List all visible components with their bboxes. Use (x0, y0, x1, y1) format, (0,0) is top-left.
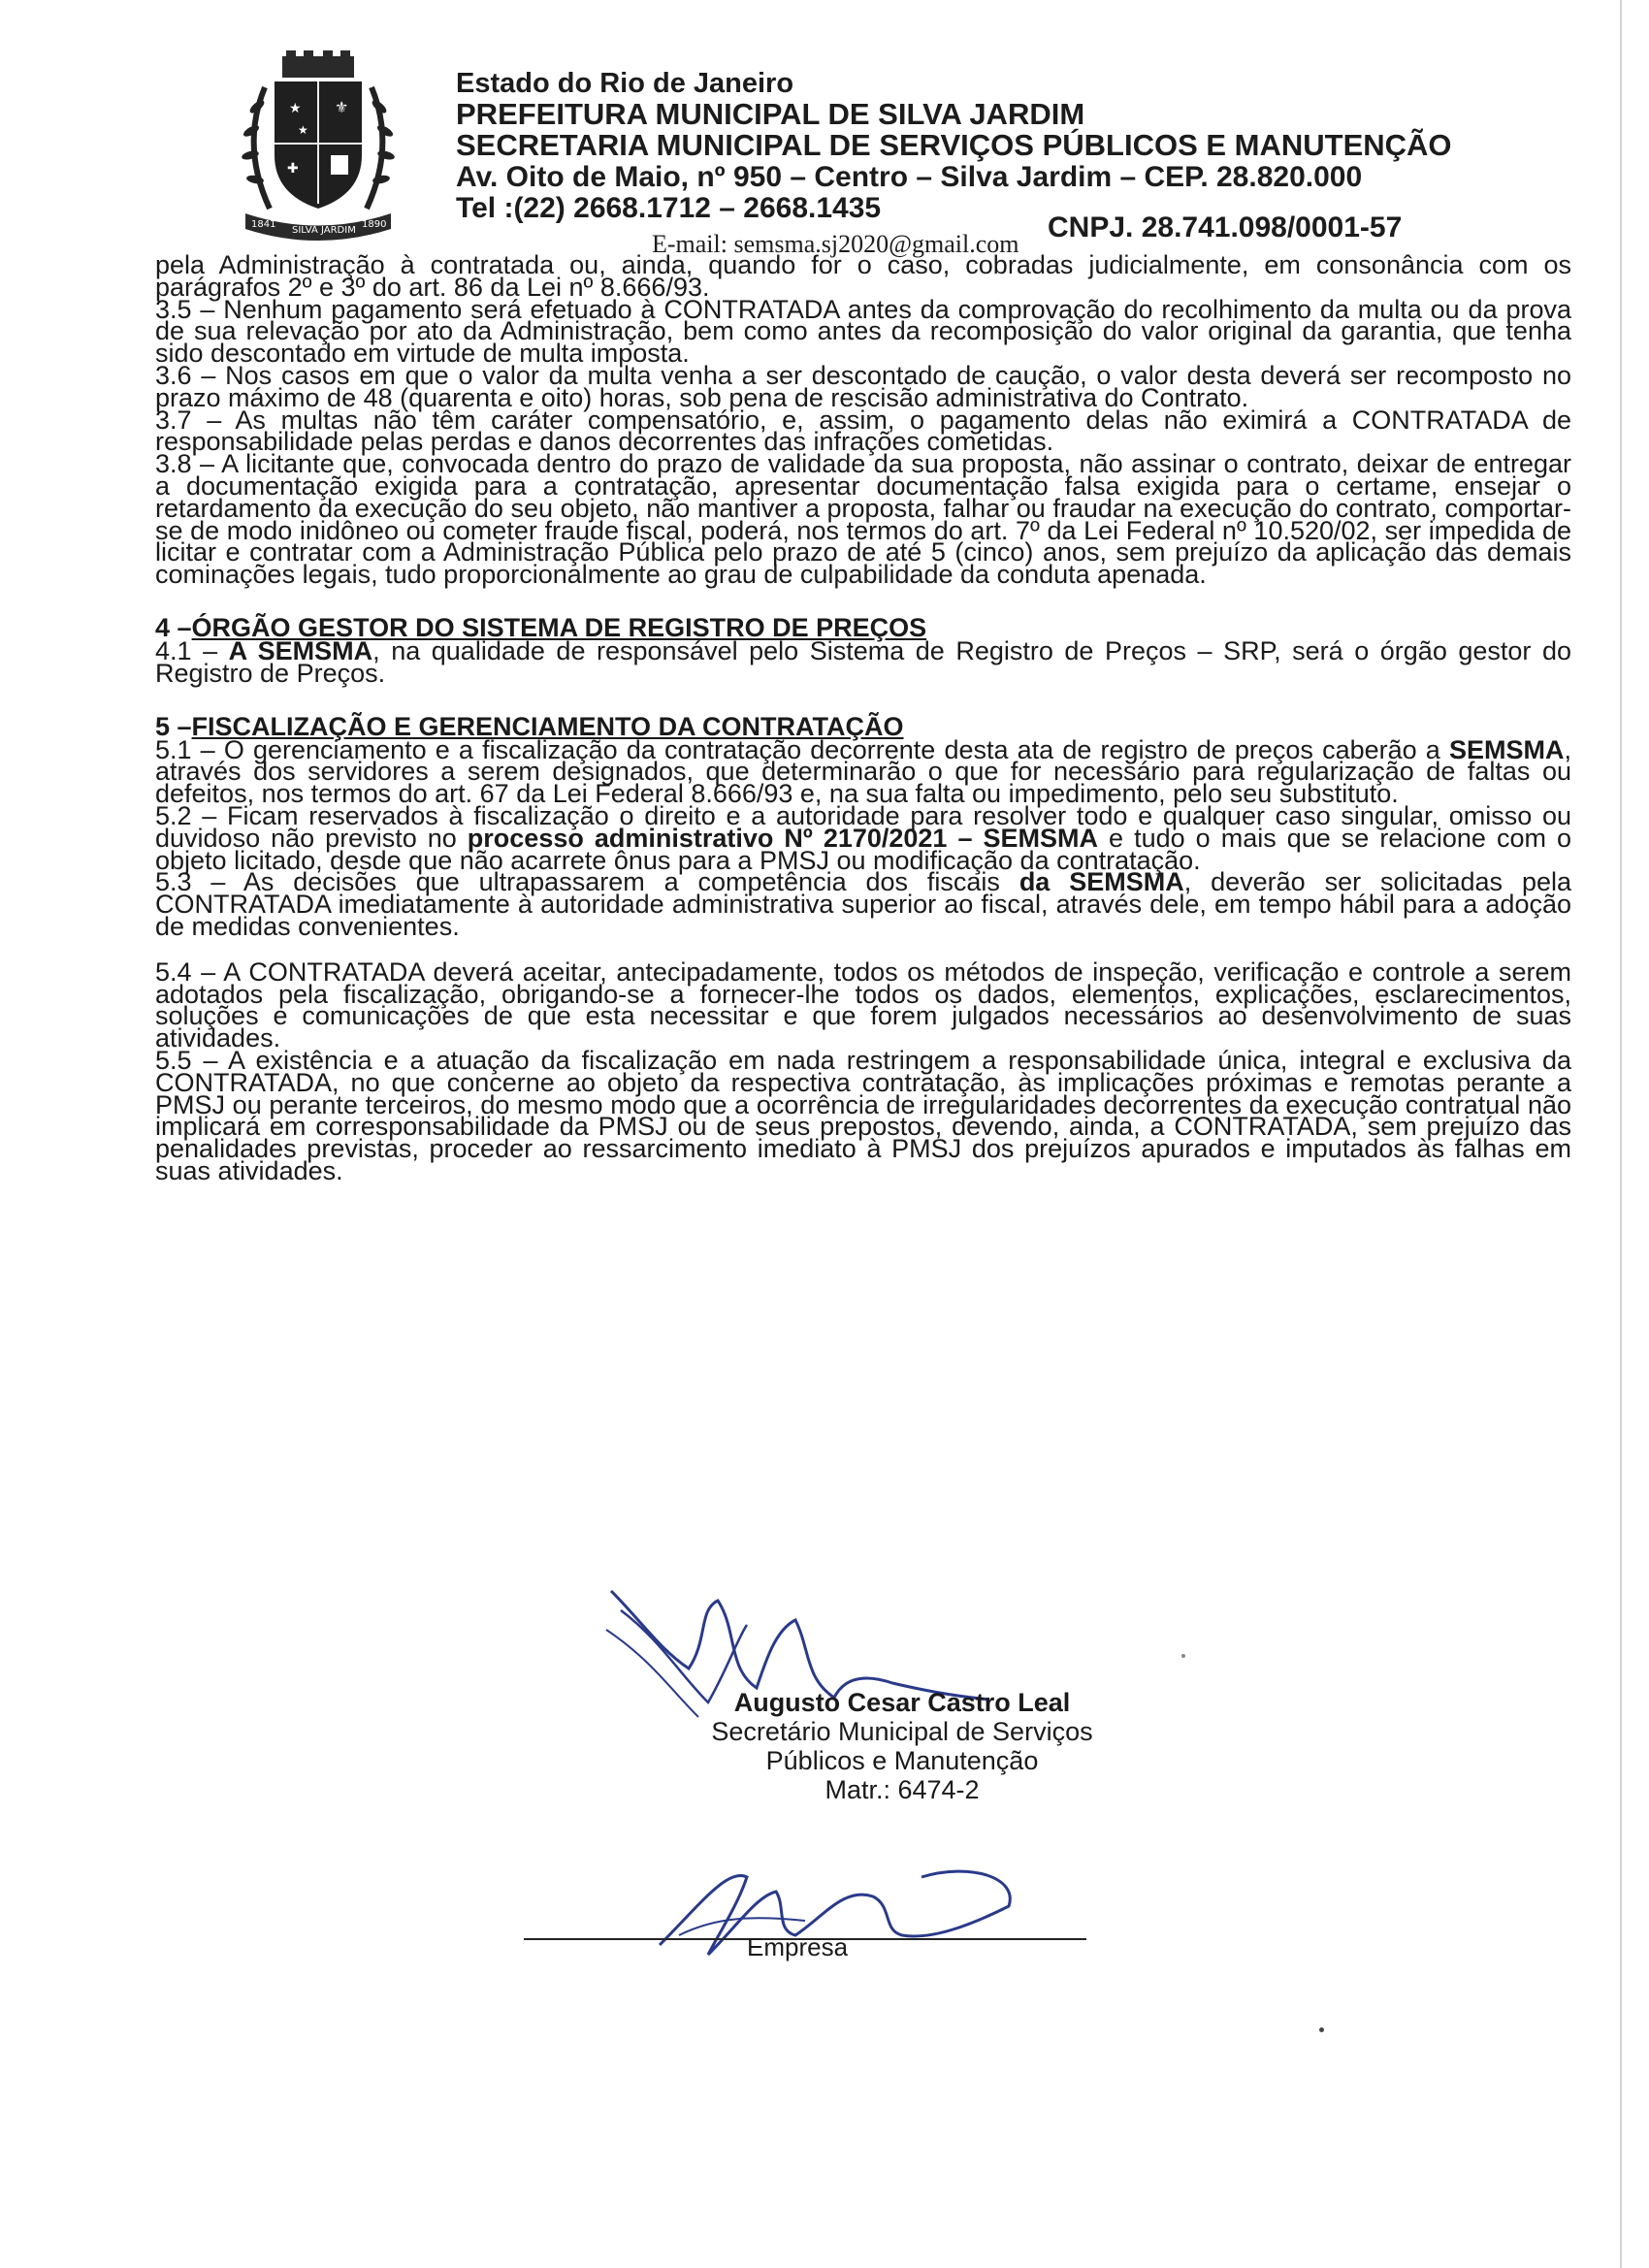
paragraph-4-1-bold: A SEMSMA (228, 635, 373, 665)
header-secretaria: SECRETARIA MUNICIPAL DE SERVIÇOS PÚBLICOS E MANUTENÇÃO (456, 128, 1452, 162)
crest-year-right: 1890 (362, 219, 387, 230)
header-phone: Tel :(22) 2668.1712 – 2668.1435 (456, 192, 882, 224)
paragraph-5-1-bold: SEMSMA (1448, 734, 1565, 764)
header-email: E-mail: semsma.sj2020@gmail.com (652, 230, 1019, 258)
paragraph-5-3-text: , deverão ser solicitadas pela CONTRATADA imediatamente à autoridade administrativa superior ao fiscal, através dele, em tempo hábil para a adoção de medidas convenientes. (155, 867, 1571, 941)
signatory-role-line-2: Públicos e Manutenção (765, 1746, 1039, 1775)
paragraph-continuation: pela Administração à contratada ou, ainda, quando for o caso, cobradas judicialmente, em consonância com os parágrafos 2º e 3º do art. 86 da Lei nº 8.666/93. (155, 250, 1571, 302)
paragraph-5-1-prefix: 5.1 – O gerenciamento e a fiscalização da contratação decorrente desta ata de registro de preços caberão a (155, 734, 1449, 764)
paragraph-5-5: 5.5 – A existência e a atuação da fiscalização em nada restringem a responsabilidade única, integral e exclusiva da CONTRATADA, no que concerne ao objeto da respectiva contratação, às implicações próximas e remotas perante a PMSJ ou perante terceiros, do mesmo modo que a ocorrência de irregularidades decorrentes da execução contratual não implicará em corresponsabilidade da PMSJ ou de seus prepostos, devendo, ainda, a CONTRATADA, sem prejuízo das penalidades previstas, proceder ao ressarcimento imediato à PMSJ dos prejuízos apurados e imputados às falhas em suas atividades. (155, 1045, 1571, 1185)
paragraph-5-2-bold: processo administrativo Nº 2170/2021 – SEMSMA (467, 823, 1099, 853)
paragraph-4-1-text: , na qualidade de responsável pelo Sistema de Registro de Preços – SRP, será o órgão gestor do Registro de Preços. (155, 635, 1571, 688)
paragraph-3-8: 3.8 – A licitante que, convocada dentro do prazo de validade da sua proposta, não assinar o contrato, deixar de entregar a documentação exigida para a contratação, apresentar documentação falsa exigida para o certame, ensejar o retardamento da execução do seu objeto, não mantiver a proposta, falhar ou fraudar na execução do contrato, comportar-se de modo inidôneo ou cometer fraude fiscal, poderá, nos termos do art. 7º da Lei Federal nº 10.520/02, ser impedida de licitar e contratar com a Administração Pública pelo prazo de até 5 (cinco) anos, sem prejuízo da aplicação das demais cominações legais, tudo proporcionalmente ao grau de culpabilidade da conduta apenada. (155, 449, 1571, 590)
paragraph-3-5: 3.5 – Nenhum pagamento será efetuado à CONTRATADA antes da comprovação do recolhimento da multa ou da prova de sua relevação por ato da Administração, bem como antes da recomposição do valor original da garantia, que tenha sido descontado em virtude de multa imposta. (155, 294, 1571, 369)
svg-text:✚: ✚ (287, 161, 299, 177)
page-edge (1620, 0, 1622, 2268)
paragraph-5-1-text: , através dos servidores a serem designados, que determinarão o que for necessário para regularização de faltas ou defeitos, nos termos do art. 67 da Lei Federal 8.666/93 e, na sua falta ou impedimento, pelo seu substituto. (155, 734, 1571, 809)
signatory-name: Augusto Cesar Castro Leal (733, 1688, 1071, 1717)
section-4-title: ÓRGÃO GESTOR DO SISTEMA DE REGISTRO DE PREÇOS (191, 612, 927, 642)
paragraph-3-6: 3.6 – Nos casos em que o valor da multa venha a ser descontado de caução, o valor desta deverá ser recomposto no prazo máximo de 48 (quarenta e oito) horas, sob pena de rescisão administrativa do Contrato. (155, 360, 1571, 412)
section-5-title: FISCALIZAÇÃO E GERENCIAMENTO DA CONTRATAÇÃO (191, 711, 904, 741)
paragraph-3-7: 3.7 – As multas não têm caráter compensatório, e, assim, o pagamento delas não eximirá a CONTRATADA de responsabilidade pelas perdas e danos decorrentes das infrações cometidas. (155, 405, 1571, 457)
municipal-crest-icon (236, 49, 401, 243)
svg-text:★: ★ (289, 101, 302, 116)
paragraph-5-4: 5.4 – A CONTRATADA deverá aceitar, antecipadamente, todos os métodos de inspeção, verificação e controle a serem adotados pela fiscalização, obrigando-se a fornecer-lhe todos os dados, elementos, explicações, esclarecimentos, soluções e comunicações de que esta necessitar e que forem julgados necessários ao desenvolvimento de suas atividades. (155, 956, 1571, 1053)
header-prefeitura: PREFEITURA MUNICIPAL DE SILVA JARDIM (456, 97, 1085, 131)
svg-text:★: ★ (298, 123, 308, 137)
signatory-registration: Matr.: 6474-2 (824, 1775, 980, 1804)
crest-year-left: 1841 (251, 219, 276, 230)
paragraph-5-1 (155, 734, 1571, 809)
header-cnpj: CNPJ. 28.741.098/0001-57 (1048, 211, 1403, 243)
paragraph-4-1 (155, 635, 1571, 688)
scan-speck (1181, 1654, 1185, 1658)
signatory-block (582, 1688, 1222, 1804)
section-5-number: 5 – (155, 711, 192, 741)
paragraph-5-2-text: e tudo o mais que se relacione com o objeto licitado, desde que não acarrete ônus para a PMSJ ou modificação da contratação. (155, 823, 1571, 875)
svg-text:⚜: ⚜ (335, 98, 349, 116)
header-phone-line (456, 192, 1403, 243)
scan-speck (1319, 2027, 1324, 2032)
company-signature-label: Empresa (747, 1932, 849, 1961)
header-state: Estado do Rio de Janeiro (456, 68, 794, 99)
crest-ribbon-name: SILVA JARDIM (292, 225, 356, 236)
paragraph-5-2-prefix: 5.2 – Ficam reservados à fiscalização o direito e a autoridade para resolver todo e qualquer caso singular, omisso ou duvidoso não previsto no (155, 800, 1571, 853)
paragraph-4-1-prefix: 4.1 – (155, 635, 229, 665)
header-address: Av. Oito de Maio, nº 950 – Centro – Silva Jardim – CEP. 28.820.000 (456, 161, 1363, 193)
section-4-number: 4 – (155, 612, 192, 642)
signatory-role-line-1: Secretário Municipal de Serviços (711, 1717, 1093, 1746)
paragraph-5-3-bold: da SEMSMA (1018, 867, 1184, 897)
paragraph-5-3 (155, 867, 1571, 941)
document-body (155, 250, 1571, 1185)
paragraph-5-2 (155, 800, 1571, 875)
paragraph-5-3-prefix: 5.3 – As decisões que ultrapassarem a competência dos fiscais (155, 867, 1019, 897)
